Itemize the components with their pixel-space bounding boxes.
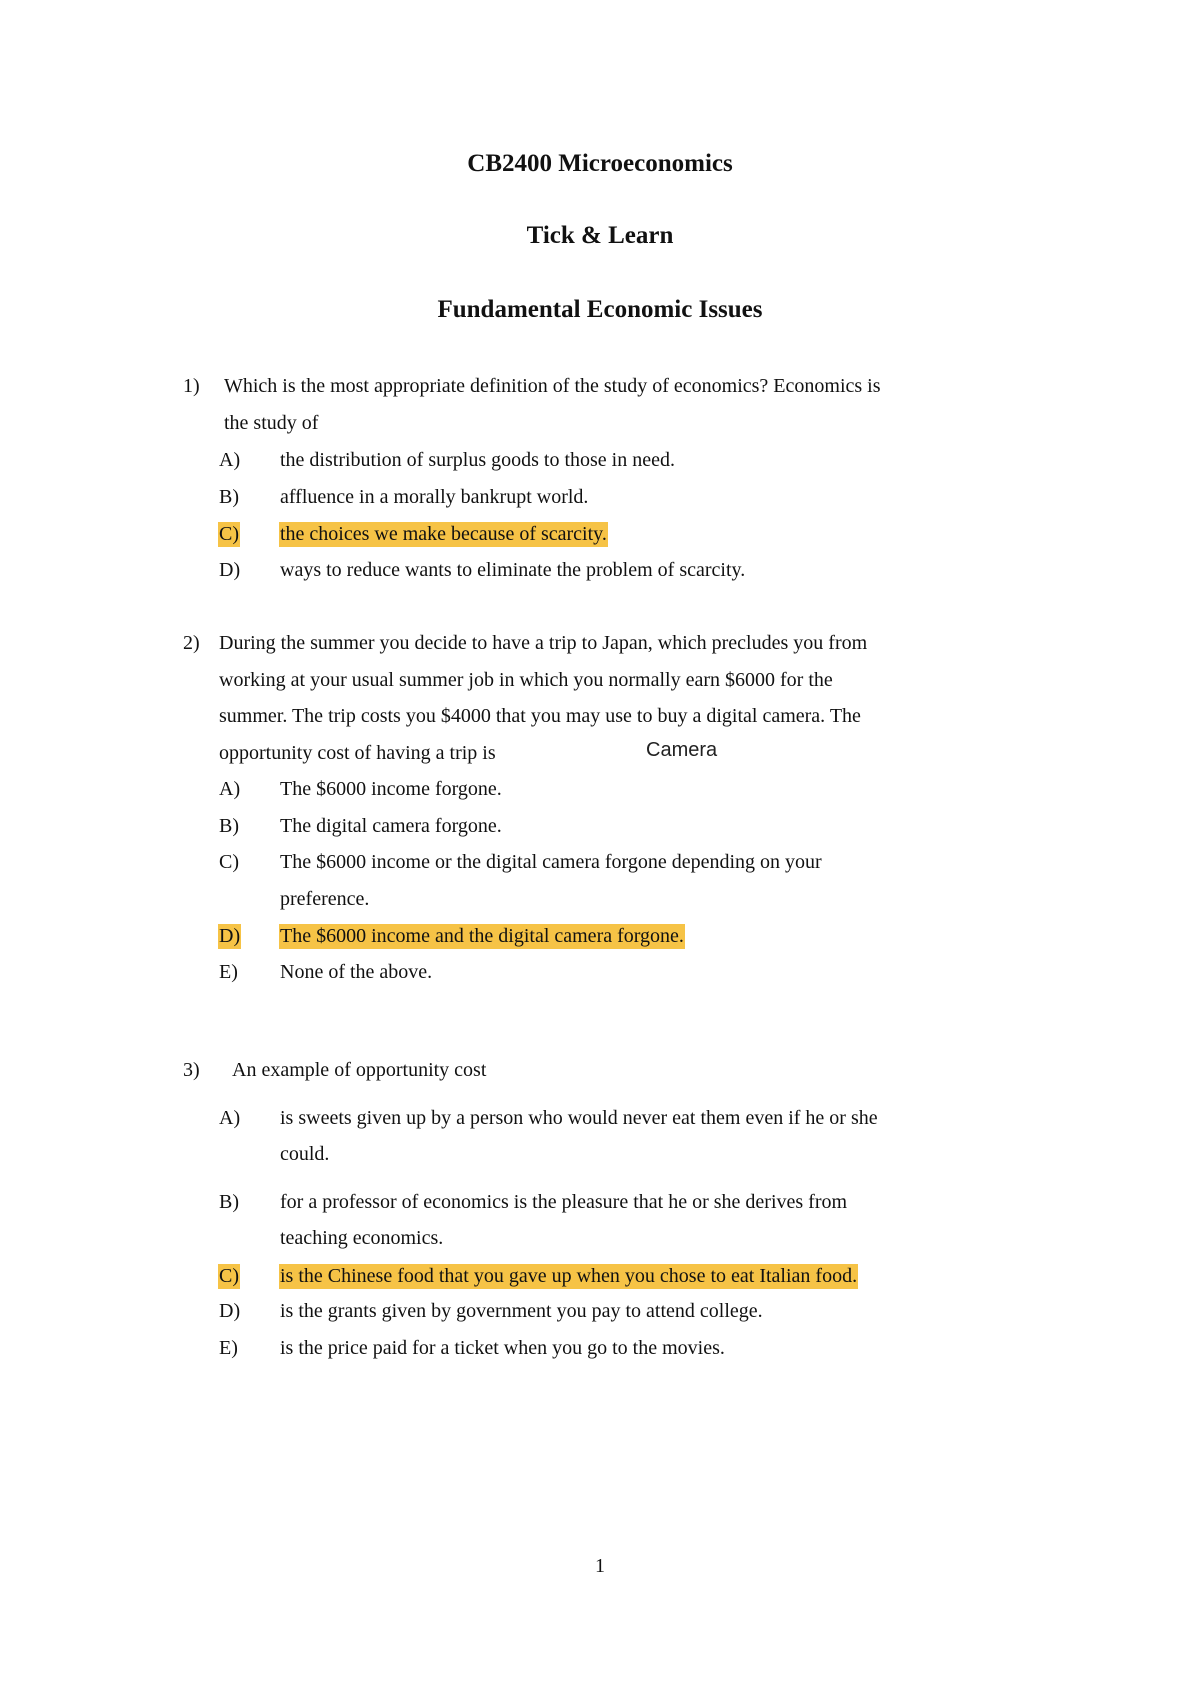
option-letter: A): [219, 778, 241, 800]
option-letter: A): [219, 1107, 241, 1129]
question-stem-line: working at your usual summer job in which you normally earn $6000 for the: [219, 669, 833, 691]
option-text: preference.: [280, 888, 370, 910]
option-text: is the price paid for a ticket when you go to the movies.: [280, 1337, 725, 1359]
option-text: could.: [280, 1143, 330, 1165]
option-letter: B): [219, 1191, 239, 1213]
page-number: 1: [595, 1555, 605, 1577]
option-text: ways to reduce wants to eliminate the problem of scarcity.: [280, 559, 746, 581]
option-letter: A): [219, 449, 241, 471]
option-text: The $6000 income or the digital camera forgone depending on your: [280, 851, 822, 873]
option-letter: D): [219, 1300, 241, 1322]
option-letter-highlighted: D): [219, 925, 241, 947]
question-stem-line: During the summer you decide to have a trip to Japan, which precludes you from: [219, 632, 868, 654]
question-number: 2): [183, 632, 200, 654]
handwritten-note: Camera: [646, 739, 718, 761]
option-text: The $6000 income forgone.: [280, 778, 502, 800]
question-stem-line: Which is the most appropriate definition of the study of economics? Economics is: [224, 375, 881, 397]
option-letter-highlighted: C): [219, 1265, 239, 1287]
option-text-highlighted: The $6000 income and the digital camera forgone.: [280, 925, 684, 947]
option-text: teaching economics.: [280, 1227, 444, 1249]
option-text: for a professor of economics is the pleasure that he or she derives from: [280, 1191, 848, 1213]
option-text: is the grants given by government you pay to attend college.: [280, 1300, 763, 1322]
option-text: the distribution of surplus goods to those in need.: [280, 449, 675, 471]
question-number: 1): [183, 375, 200, 397]
option-text: The digital camera forgone.: [280, 815, 502, 837]
course-title: CB2400 Microeconomics: [467, 150, 733, 177]
option-text: affluence in a morally bankrupt world.: [280, 486, 589, 508]
option-letter: B): [219, 815, 239, 837]
option-letter: C): [219, 851, 239, 873]
page-subtitle: Tick & Learn: [526, 222, 674, 249]
option-text: None of the above.: [280, 961, 433, 983]
option-letter-highlighted: C): [219, 523, 239, 545]
question-stem-line: An example of opportunity cost: [232, 1059, 487, 1081]
question-stem-line: summer. The trip costs you $4000 that you may use to buy a digital camera. The: [219, 705, 861, 727]
option-letter: E): [219, 961, 238, 983]
option-letter: B): [219, 486, 239, 508]
question-stem-line: opportunity cost of having a trip is: [219, 742, 496, 764]
option-text-highlighted: is the Chinese food that you gave up when you chose to eat Italian food.: [280, 1265, 858, 1287]
option-text: is sweets given up by a person who would never eat them even if he or she: [280, 1107, 878, 1129]
option-letter: D): [219, 559, 241, 581]
option-letter: E): [219, 1337, 238, 1359]
topic-heading: Fundamental Economic Issues: [437, 296, 763, 323]
option-text-highlighted: the choices we make because of scarcity.: [280, 523, 607, 545]
question-number: 3): [183, 1059, 200, 1081]
question-stem-line: the study of: [224, 412, 319, 434]
